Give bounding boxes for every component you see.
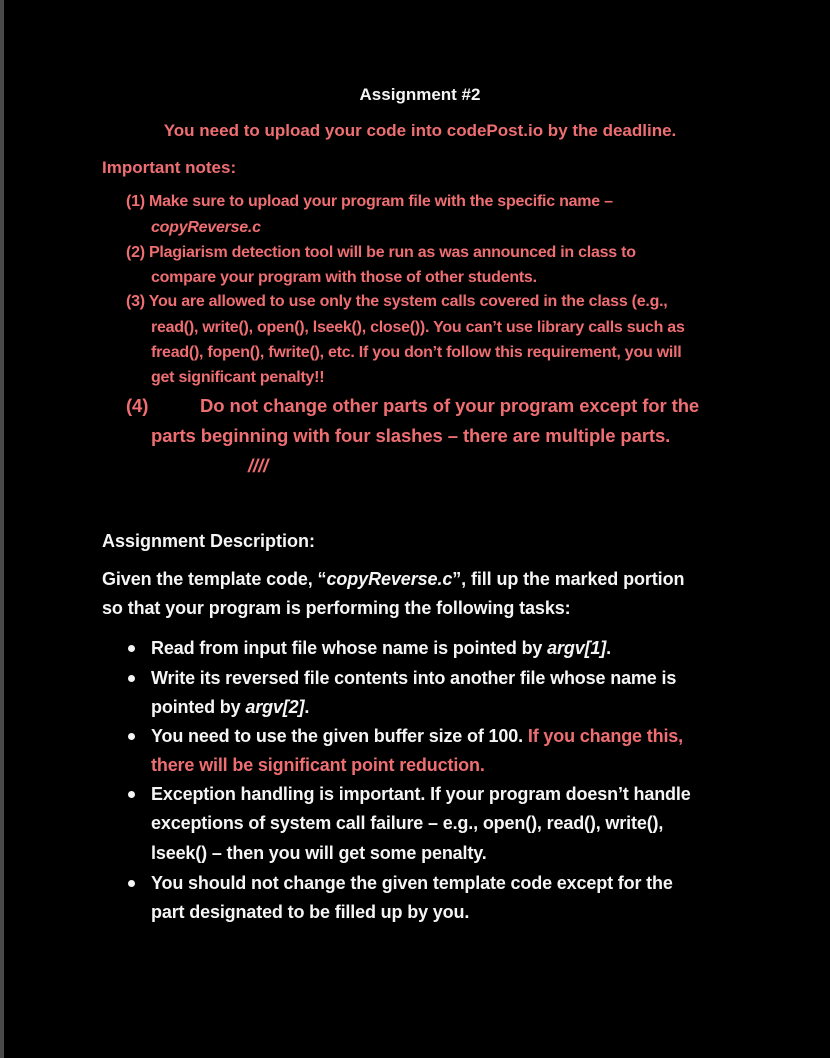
task-2-line-1: Write its reversed file contents into another file whose name is — [151, 668, 677, 688]
assignment-title: Assignment #2 — [359, 85, 481, 104]
task-1-text: Read from input file whose name is pointed by — [151, 638, 548, 658]
bullet-2 — [128, 675, 135, 682]
task-4-line-2: exceptions of system call failure – e.g., open(), read(), write(), — [151, 813, 664, 833]
task-4-line-3: lseek() – then you will get some penalty. — [151, 843, 487, 863]
task-1-argv: argv[1] — [547, 638, 607, 658]
task-1 — [151, 638, 611, 659]
bullet-5 — [128, 880, 135, 887]
task-5-line-1: You should not change the given template code except for the — [151, 873, 673, 893]
note-3-line-4: get significant penalty!! — [151, 369, 325, 386]
bullet-1 — [128, 645, 135, 652]
template-filename: copyReverse.c — [326, 569, 453, 589]
note-2-line-1: (2) Plagiarism detection tool will be run as was announced in class to — [126, 244, 636, 261]
note-3-line-3: fread(), fopen(), fwrite(), etc. If you don’t follow this requirement, you will — [151, 344, 682, 361]
note-4-line-2: parts beginning with four slashes – there are multiple parts. — [151, 425, 671, 446]
task-2-line-2 — [151, 697, 309, 718]
note-4-number: (4) — [126, 395, 149, 416]
task-3-line-2: there will be significant point reduction. — [151, 755, 485, 775]
note-1-filename: copyReverse.c — [151, 219, 261, 236]
task-4-line-1: Exception handling is important. If your program doesn’t handle — [151, 784, 691, 804]
note-3-line-1: (3) You are allowed to use only the system calls covered in the class (e.g., — [126, 293, 668, 310]
task-5-line-2: part designated to be filled up by you. — [151, 902, 470, 922]
note-3-line-2: read(), write(), open(), lseek(), close()). You can’t use library calls such as — [151, 319, 685, 336]
important-notes-heading: Important notes: — [102, 158, 237, 177]
bullet-3 — [128, 733, 135, 740]
bullet-4 — [128, 791, 135, 798]
task-2-period: . — [304, 697, 310, 717]
page-left-border — [0, 0, 4, 1058]
task-3-text: You need to use the given buffer size of 100. — [151, 726, 528, 746]
assignment-description-heading: Assignment Description: — [102, 531, 316, 551]
description-line-2: so that your program is performing the following tasks: — [102, 598, 571, 618]
task-2-text: pointed by — [151, 697, 246, 717]
task-3-line-1 — [151, 726, 683, 747]
description-line-1 — [102, 569, 684, 590]
upload-instruction: You need to upload your code into codePost.io by the deadline. — [163, 121, 677, 140]
note-2-line-2: compare your program with those of other students. — [151, 269, 537, 286]
task-3-warning: If you change this, — [527, 726, 684, 746]
description-line-1-end: ”, fill up the marked portion — [452, 569, 685, 589]
note-1-line-1: (1) Make sure to upload your program file with the specific name – — [126, 193, 613, 210]
note-4-line-1: Do not change other parts of your program except for the — [200, 395, 700, 416]
task-2-argv: argv[2] — [245, 697, 305, 717]
task-1-period: . — [606, 638, 611, 658]
description-line-1-start: Given the template code, “ — [102, 569, 327, 589]
note-4-slashes: //// — [248, 455, 269, 476]
